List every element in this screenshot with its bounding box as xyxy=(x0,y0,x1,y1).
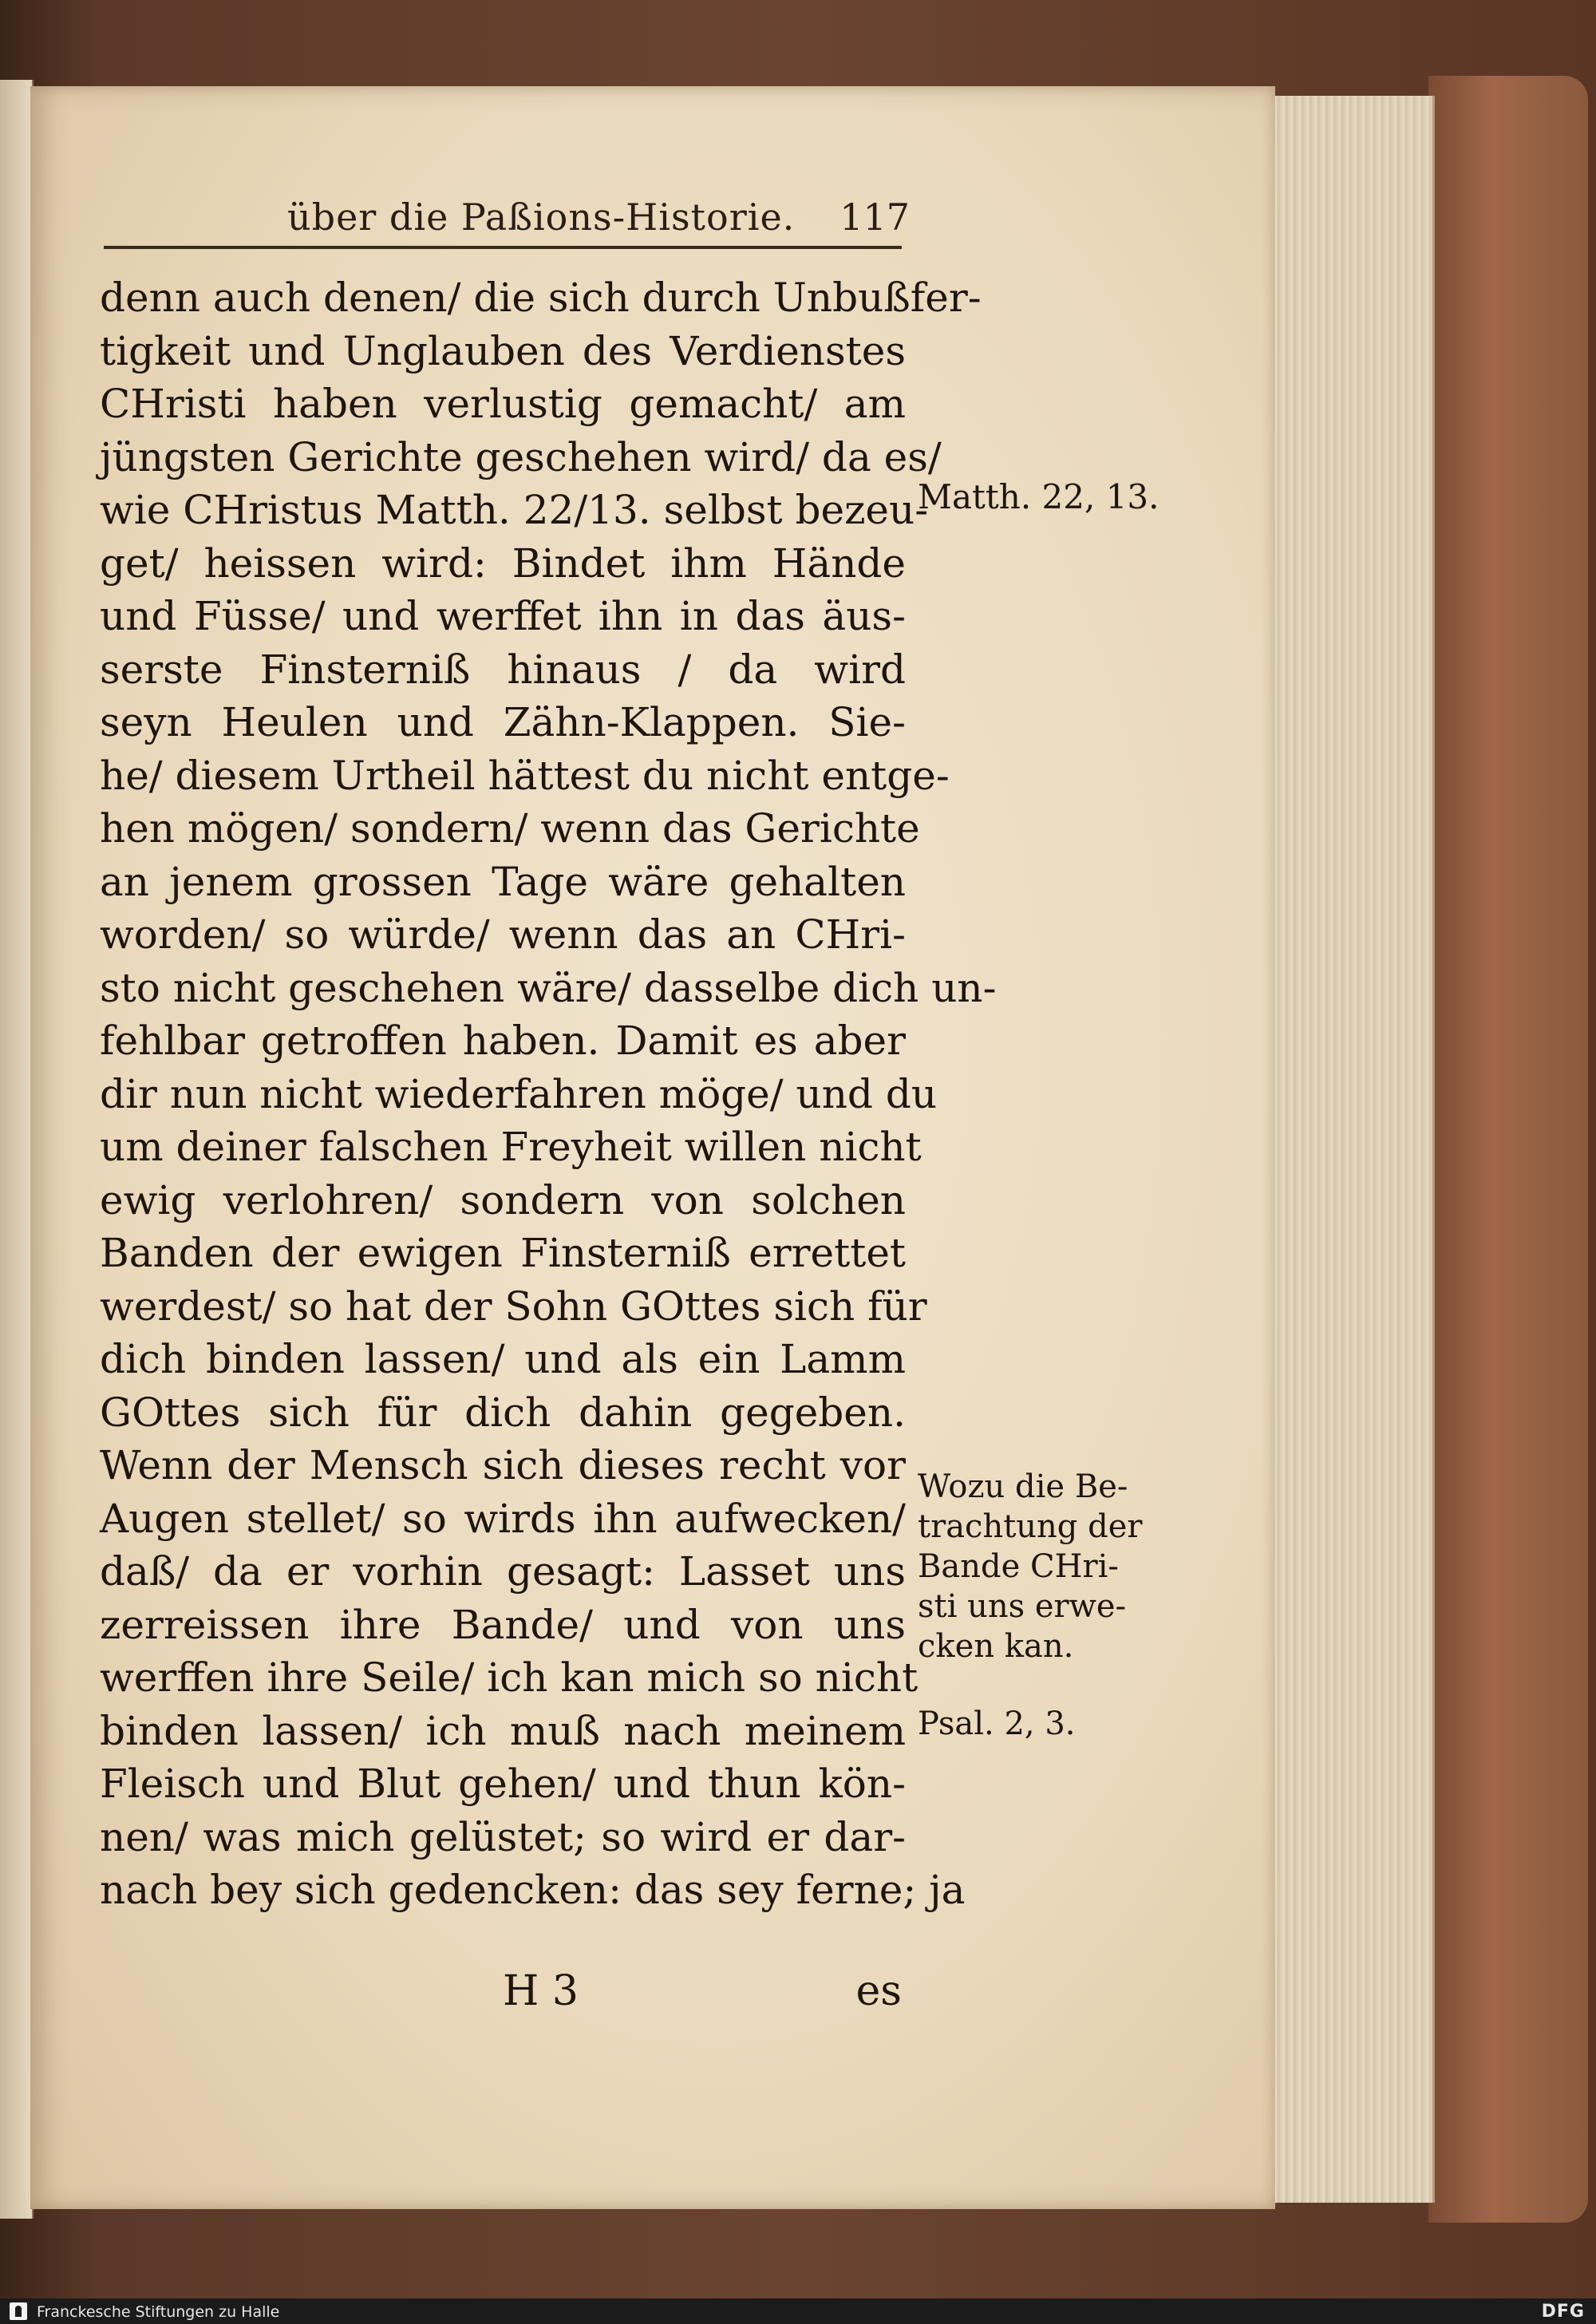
previous-page-edge xyxy=(0,80,34,2219)
text-line: get/ heissen wird: Bindet ihm Hände xyxy=(100,540,906,587)
text-line: denn auch denen/ die sich durch Unbußfer- xyxy=(100,275,982,321)
book-cover xyxy=(1428,76,1588,2223)
text-line: he/ diesem Urtheil hättest du nicht entge- xyxy=(100,752,950,799)
text-line: zerreissen ihre Bande/ und von uns xyxy=(100,1601,906,1648)
text-line: und Füsse/ und werffet ihn in das äus- xyxy=(100,593,906,639)
margin-note-line: sti uns erwe- xyxy=(918,1588,1127,1625)
text-line: ewig verlohren/ sondern von solchen xyxy=(100,1176,906,1223)
text-line: CHristi haben verlustig gemacht/ am xyxy=(100,381,906,427)
text-line: worden/ so würde/ wenn das an CHri- xyxy=(100,911,906,958)
page-fore-edge xyxy=(1273,96,1435,2203)
text-line: daß/ da er vorhin gesagt: Lasset uns xyxy=(100,1548,906,1595)
dfg-logo[interactable]: DFG xyxy=(1541,2302,1585,2322)
page-number: 117 xyxy=(839,196,910,239)
text-line: Augen stellet/ so wirds ihn aufwecken/ xyxy=(100,1495,906,1542)
text-line: an jenem grossen Tage wäre gehalten xyxy=(100,858,906,905)
margin-note-line: trachtung der xyxy=(918,1508,1143,1545)
text-line: nen/ was mich gelüstet; so wird er dar- xyxy=(100,1813,906,1860)
margin-note-betrachtung xyxy=(918,1467,1157,1666)
text-line: dir nun nicht wiederfahren möge/ und du xyxy=(100,1070,938,1117)
header-rule xyxy=(104,246,902,249)
institution-logo-icon xyxy=(10,2302,27,2320)
signature-row xyxy=(503,1967,902,2023)
catchword: es xyxy=(855,1967,902,2015)
text-line: Wenn der Mensch sich dieses recht vor xyxy=(100,1442,906,1488)
margin-note-psal: Psal. 2, 3. xyxy=(918,1705,1076,1742)
text-line: fehlbar getroffen haben. Damit es aber xyxy=(100,1018,906,1064)
text-line: wie CHristus Matth. 22/13. selbst bezeu- xyxy=(100,487,929,533)
text-line: werdest/ so hat der Sohn GOttes sich für xyxy=(100,1283,927,1330)
margin-note-line: cken kan. xyxy=(918,1628,1074,1665)
footer-bar xyxy=(0,2298,1596,2324)
text-line: um deiner falschen Freyheit willen nicht xyxy=(100,1124,922,1170)
margin-note-line: Wozu die Be- xyxy=(918,1468,1128,1505)
text-line: serste Finsterniß hinaus / da wird xyxy=(100,646,906,693)
margin-note-matth: Matth. 22, 13. xyxy=(918,477,1159,516)
text-line: GOttes sich für dich dahin gegeben. xyxy=(100,1389,906,1436)
text-line: sto nicht geschehen wäre/ dasselbe dich un- xyxy=(100,964,997,1011)
text-line: nach bey sich gedencken: das sey ferne; ja xyxy=(100,1867,966,1913)
margin-note-line: Bande CHri- xyxy=(918,1548,1119,1585)
signature-mark: H 3 xyxy=(503,1967,579,2015)
text-line: binden lassen/ ich muß nach meinem xyxy=(100,1707,906,1754)
text-line: hen mögen/ sondern/ wenn das Gerichte xyxy=(100,805,920,852)
text-line: Fleisch und Blut gehen/ und thun kön- xyxy=(100,1761,906,1807)
text-line: Banden der ewigen Finsterniß errettet xyxy=(100,1230,906,1276)
text-line: werffen ihre Seile/ ich kan mich so nicht xyxy=(100,1654,918,1701)
running-title: über die Paßions-Historie. xyxy=(287,196,796,239)
institution-name[interactable]: Franckesche Stiftungen zu Halle xyxy=(37,2303,280,2321)
text-line: tigkeit und Unglauben des Verdienstes xyxy=(100,327,906,374)
running-header xyxy=(287,196,910,243)
text-line: jüngsten Gerichte geschehen wird/ da es/ xyxy=(100,433,942,480)
text-line: seyn Heulen und Zähn-Klappen. Sie- xyxy=(100,699,906,745)
text-line: dich binden lassen/ und als ein Lamm xyxy=(100,1336,906,1382)
